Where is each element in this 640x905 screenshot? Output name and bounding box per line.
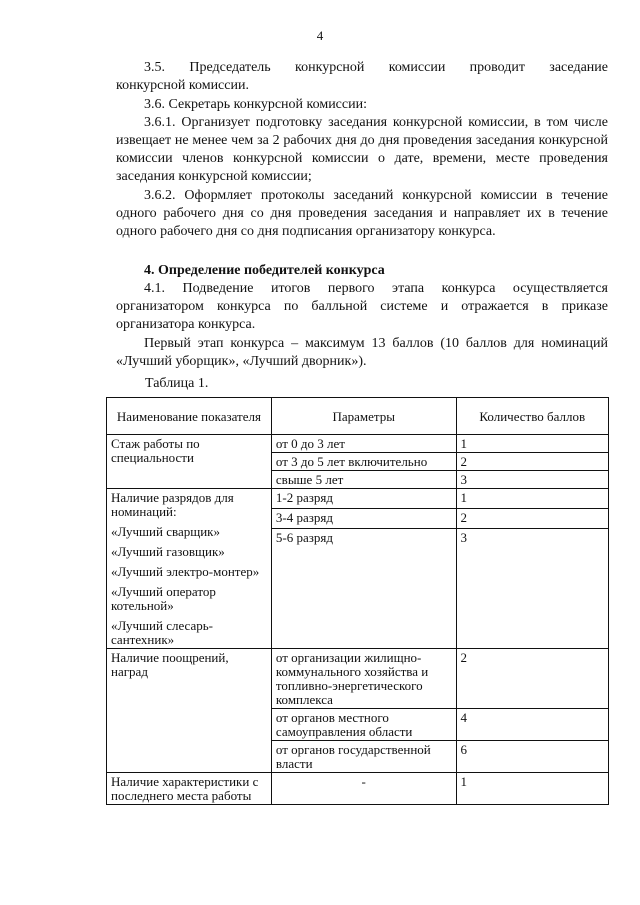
param-cell: от органов государственной власти: [271, 741, 456, 773]
score-cell: 6: [456, 741, 608, 773]
score-cell: 3: [456, 529, 608, 649]
paragraph-3-6: 3.6. Секретарь конкурсной комиссии:: [144, 97, 367, 112]
score-cell: 2: [456, 509, 608, 529]
nomination-item: «Лучший сварщик»: [111, 524, 220, 539]
score-cell: 1: [456, 489, 608, 509]
indicator-cell: Наличие поощрений, наград: [107, 649, 272, 773]
param-cell: 5-6 разряд: [271, 529, 456, 649]
nomination-item: «Лучший слесарь-сантехник»: [111, 618, 214, 647]
paragraph-3-5-line2: конкурсной комиссии.: [116, 78, 249, 93]
nomination-item: «Лучший электро-монтер»: [111, 564, 260, 579]
table-row: [107, 489, 609, 509]
param-cell: 1-2 разряд: [271, 489, 456, 509]
score-cell: 3: [456, 471, 608, 489]
param-cell: от 0 до 3 лет: [271, 435, 456, 453]
param-cell: от органов местного самоуправления области: [271, 709, 456, 741]
param-cell: от 3 до 5 лет включительно: [271, 453, 456, 471]
paragraph-3-6-2: 3.6.2. Оформляет протоколы заседаний конкурсной комиссии в течение одного рабочего дня со дня проведения заседания и направляет их в течение одного рабочего дня со дня подписания организатору конкурса.: [116, 188, 608, 239]
nomination-item: «Лучший оператор котельной»: [111, 584, 216, 613]
paragraph-3-6-1: 3.6.1. Организует подготовку заседания конкурсной комиссии, в том числе извещает не менее чем за 2 рабочих дня до дня проведения заседания конкурсной комиссии членов конкурсной комиссии о дате, времени, месте проведения заседания конкурсной комиссии;: [116, 115, 608, 184]
score-cell: 2: [456, 453, 608, 471]
indicator-cell: [107, 489, 272, 649]
paragraph-4-1-b: Первый этап конкурса – максимум 13 баллов (10 баллов для номинаций «Лучший уборщик», «Лучший дворник»).: [116, 336, 608, 369]
table-row: [107, 435, 609, 453]
criteria-table: [106, 397, 609, 805]
header-parameters: Параметры: [271, 398, 456, 435]
score-cell: 1: [456, 435, 608, 453]
score-cell: 1: [456, 773, 608, 805]
score-cell: 2: [456, 649, 608, 709]
table-caption: Таблица 1.: [145, 376, 209, 391]
paragraph-3-5-line1: 3.5. Председатель конкурсной комиссии проводит заседание: [144, 60, 608, 75]
header-indicator: Наименование показателя: [107, 398, 272, 435]
table-header-row: [107, 398, 609, 435]
table-row: [107, 649, 609, 709]
page-number: 4: [316, 28, 324, 43]
score-cell: 4: [456, 709, 608, 741]
param-cell: -: [271, 773, 456, 805]
indicator-text: Наличие разрядов для номинаций:: [111, 490, 234, 519]
section-heading: 4. Определение победителей конкурса: [144, 263, 385, 278]
nomination-item: «Лучший газовщик»: [111, 544, 225, 559]
indicator-cell: Наличие характеристики с последнего места работы: [107, 773, 272, 805]
header-score: Количество баллов: [456, 398, 608, 435]
param-cell: 3-4 разряд: [271, 509, 456, 529]
indicator-cell: Стаж работы по специальности: [107, 435, 272, 489]
param-cell: свыше 5 лет: [271, 471, 456, 489]
table-row: [107, 773, 609, 805]
paragraph-4-1: 4.1. Подведение итогов первого этапа конкурса осуществляется организатором конкурса по балльной системе и отражается в приказе организатора конкурса.: [116, 281, 608, 332]
param-cell: от организации жилищно-коммунального хозяйства и топливно-энергетического комплекса: [271, 649, 456, 709]
